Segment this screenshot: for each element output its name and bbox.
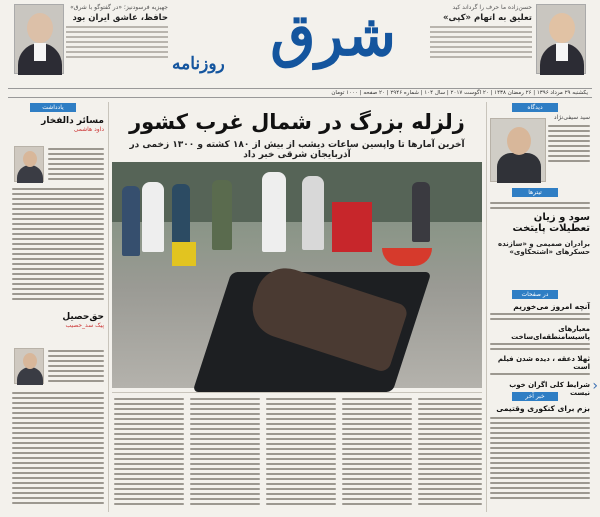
left-mid-title: حق‌حصیل xyxy=(62,312,104,322)
opinion-caption: سید سیفی‌نژاد xyxy=(553,114,590,121)
masthead-right-title: تعلیق به اتهام «کپی» xyxy=(443,13,532,23)
right-item-2: آنچه امروز می‌خوریم xyxy=(513,302,590,311)
left-note-author: داود هاشمی xyxy=(73,126,104,133)
masthead-right-teaser xyxy=(430,4,532,82)
earthquake-hospital-photo xyxy=(112,162,482,388)
right-headline-1: سود و زیان xyxy=(533,212,590,223)
date-line: یکشنبه ۲۹ مرداد ۱۳۹۶ | ۲۶ رمضان ۱۴۳۸ | ۲۰ اگوست ۲۰۱۷ | سال ۱۰۴ | شماره ۲۹۴۶ | ۲۰ صفحه | ۱۰۰۰ تومان xyxy=(331,90,588,96)
right-item-5: شرایط کلی اگران خوب نیست xyxy=(509,381,590,397)
masthead-photo-right xyxy=(536,4,586,74)
masthead-photo-left xyxy=(14,4,64,74)
left-mid-block xyxy=(10,312,104,342)
masthead-left-teaser xyxy=(66,4,168,82)
logo-subtitle: روزنامه xyxy=(172,54,225,74)
main-headline: زلزله بزرگ در شمال غرب کشور xyxy=(129,110,465,134)
left-note-title: مسائر دالفخار xyxy=(41,116,104,126)
scroll-arrow-icon[interactable]: ‹ xyxy=(592,378,598,394)
right-item-1: برادران صمیمی و «سازنده حسکرهای «اشتحکاوی» xyxy=(498,240,590,256)
masthead-right-kicker: حسن‌زاده ما حرف را گرداند کید xyxy=(452,4,532,11)
right-item-4: ثهلا دعقه ، دیده شدن فیلم است xyxy=(497,355,590,371)
tag-right-mid: تیترها xyxy=(512,188,558,197)
tag-left-top: یادداشت xyxy=(30,103,76,112)
left-author-photo-1 xyxy=(14,146,44,182)
main-subhead: آخرین آمارها تا واپسین ساعات دیشب از بیش از ۱۸۰ کشته و ۱۳۰۰ زخمی در آذربایجان شرقی خبر داد xyxy=(129,140,465,160)
masthead-left-kicker: جهیزیه فرسودنیز؛ «در گفتوگو با شرق» xyxy=(70,4,168,11)
newspaper-logo xyxy=(170,2,426,88)
logo-wordmark: شرق xyxy=(270,1,396,69)
opinion-author-photo xyxy=(490,118,546,182)
tag-right-top: دیدگاه xyxy=(512,103,558,112)
right-headline-2: تعطیلات پایتخت xyxy=(512,223,590,234)
left-author-photo-2 xyxy=(14,348,44,384)
tag-right-low: در صفحات xyxy=(512,290,558,299)
left-mid-kicker: پیک سد_حصیب xyxy=(65,322,104,329)
right-headlines xyxy=(490,202,590,288)
masthead-left-title: حافظ، عاشق ایران بود xyxy=(72,13,168,23)
tag-right-bottom: خبر آخر xyxy=(512,392,558,401)
right-last-news xyxy=(490,404,590,512)
date-bar xyxy=(8,88,592,98)
right-last-title: بزم برای کنکوری وقتیمی xyxy=(496,404,590,413)
right-item-3: معیارهای پاسیسامنطقه‌ای‌ساخت xyxy=(511,325,590,341)
